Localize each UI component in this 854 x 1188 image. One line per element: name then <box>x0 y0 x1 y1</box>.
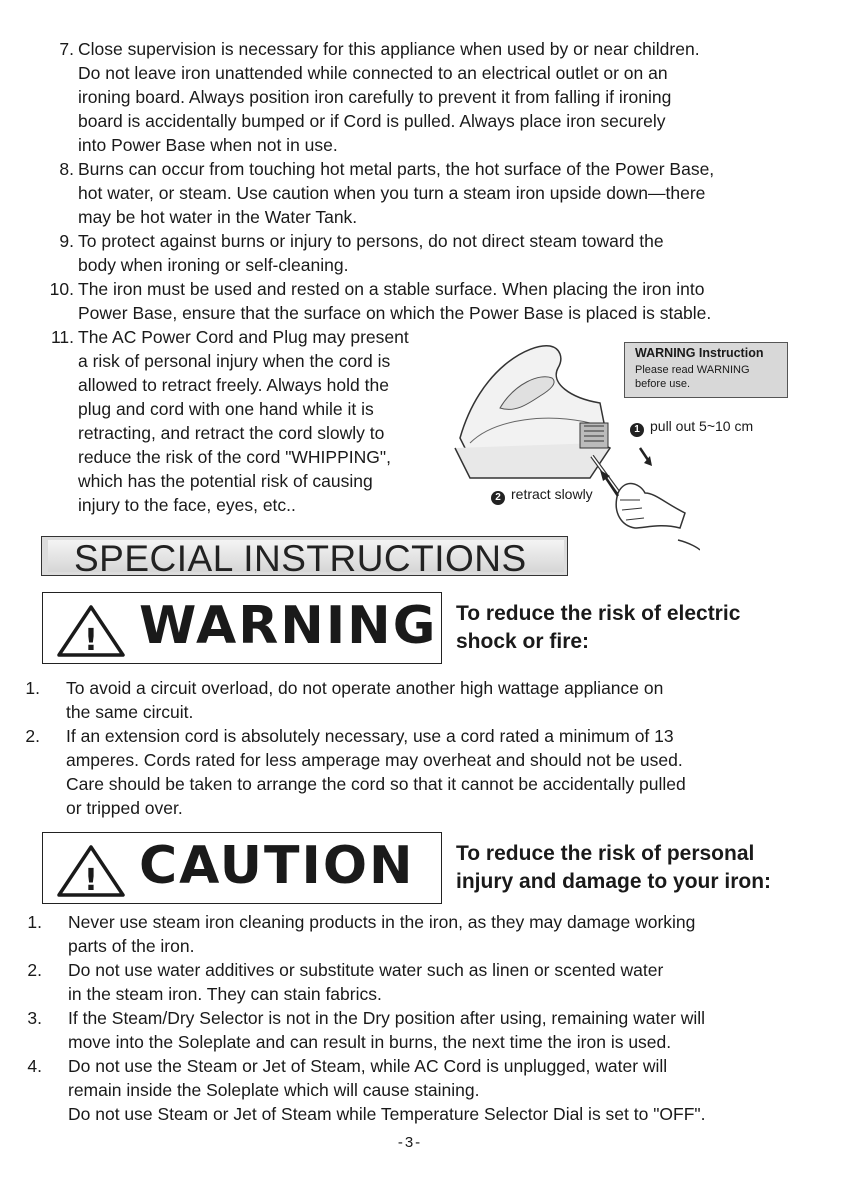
item-number: 7. <box>59 39 74 59</box>
callout-text: pull out 5~10 cm <box>650 418 754 434</box>
item-line: parts of the iron. <box>68 936 195 956</box>
warning-note-line: To reduce the risk of electric <box>456 602 741 625</box>
item-line: The iron must be used and rested on a stable surface. When placing the iron into <box>78 279 705 299</box>
item-number: 11. <box>50 327 74 347</box>
item-line: the same circuit. <box>66 702 194 722</box>
item-line: Do not leave iron unattended while connected to an electrical outlet or on an <box>78 63 668 83</box>
item-line: Power Base, ensure that the surface on which the Power Base is placed is stable. <box>78 303 712 323</box>
item-line: which has the potential risk of causing <box>78 471 373 491</box>
item-number: 9. <box>59 231 74 251</box>
item-line: body when ironing or self-cleaning. <box>78 255 349 275</box>
item-line: ironing board. Always position iron carefully to prevent it from falling if ironing <box>78 87 672 107</box>
item-line: a risk of personal injury when the cord is <box>78 351 391 371</box>
warning-note <box>456 600 740 656</box>
caution-note-line: injury and damage to your iron: <box>456 870 772 893</box>
item-line: board is accidentally bumped or if Cord is pulled. Always place iron securely <box>78 111 666 131</box>
item-line: To avoid a circuit overload, do not operate another high wattage appliance on <box>66 678 664 698</box>
item-line: If an extension cord is absolutely necessary, use a cord rated a minimum of 13 <box>66 726 674 746</box>
callout-text: retract slowly <box>511 486 593 502</box>
item-line: Do not use the Steam or Jet of Steam, while AC Cord is unplugged, water will <box>68 1056 668 1076</box>
item-line: Burns can occur from touching hot metal parts, the hot surface of the Power Base, <box>78 159 715 179</box>
callout-pull-out <box>630 418 753 437</box>
item-line: If the Steam/Dry Selector is not in the Dry position after using, remaining water will <box>68 1008 706 1028</box>
item-line: plug and cord with one hand while it is <box>78 399 374 419</box>
item-number: 8. <box>59 159 74 179</box>
warning-instruction-label <box>624 342 788 398</box>
item-number: 2. <box>25 726 40 746</box>
item-line: To protect against burns or injury to persons, do not direct steam toward the <box>78 231 664 251</box>
caution-note <box>456 840 771 896</box>
item-line: reduce the risk of the cord "WHIPPING", <box>78 447 391 467</box>
callout-retract <box>491 486 593 505</box>
caution-word: CAUTION <box>139 836 415 896</box>
section-banner <box>41 536 568 579</box>
item-number: 1. <box>25 678 40 698</box>
warning-word: WARNING <box>139 596 438 656</box>
svg-text:!: ! <box>84 623 98 658</box>
item-line: or tripped over. <box>66 798 183 818</box>
item-number: 10. <box>49 279 74 299</box>
item-line: injury to the face, eyes, etc.. <box>78 495 296 515</box>
item-line: remain inside the Soleplate which will cause staining. <box>68 1080 480 1100</box>
callout-number: 1 <box>630 423 644 437</box>
item-line: in the steam iron. They can stain fabrics. <box>68 984 382 1004</box>
warning-sign <box>42 592 442 664</box>
item-number: 4. <box>27 1056 42 1076</box>
item-line: Do not use water additives or substitute water such as linen or scented water <box>68 960 664 980</box>
caution-sign <box>42 832 442 904</box>
warning-instruction-text: Please read WARNING before use. <box>635 364 750 390</box>
item-line: Care should be taken to arrange the cord so that it cannot be accidentally pulled <box>66 774 686 794</box>
warning-triangle-icon <box>55 603 127 659</box>
item-number: 2. <box>27 960 42 980</box>
item-line: Never use steam iron cleaning products in the iron, as they may damage working <box>68 912 696 932</box>
svg-text:!: ! <box>84 863 98 898</box>
item-line: Do not use Steam or Jet of Steam while Temperature Selector Dial is set to "OFF". <box>68 1104 706 1124</box>
item-line: amperes. Cords rated for less amperage may overheat and should not be used. <box>66 750 683 770</box>
caution-note-line: To reduce the risk of personal <box>456 842 755 865</box>
warning-triangle-icon <box>55 843 127 899</box>
item-line: allowed to retract freely. Always hold the <box>78 375 389 395</box>
section-title: SPECIAL INSTRUCTIONS <box>74 538 527 579</box>
warning-note-line: shock or fire: <box>456 630 590 653</box>
item-line: retracting, and retract the cord slowly to <box>78 423 385 443</box>
warning-instruction-title: WARNING Instruction <box>635 346 764 360</box>
item-line: into Power Base when not in use. <box>78 135 338 155</box>
callout-number: 2 <box>491 491 505 505</box>
page-number: -3- <box>397 1134 423 1151</box>
item-line: Close supervision is necessary for this appliance when used by or near children. <box>78 39 700 59</box>
item-line: may be hot water in the Water Tank. <box>78 207 358 227</box>
item-line: hot water, or steam. Use caution when you turn a steam iron upside down—there <box>78 183 706 203</box>
item-number: 1. <box>27 912 42 932</box>
item-line: move into the Soleplate and can result in burns, the next time the iron is used. <box>68 1032 672 1052</box>
item-number: 3. <box>27 1008 42 1028</box>
item-line: The AC Power Cord and Plug may present <box>78 327 409 347</box>
